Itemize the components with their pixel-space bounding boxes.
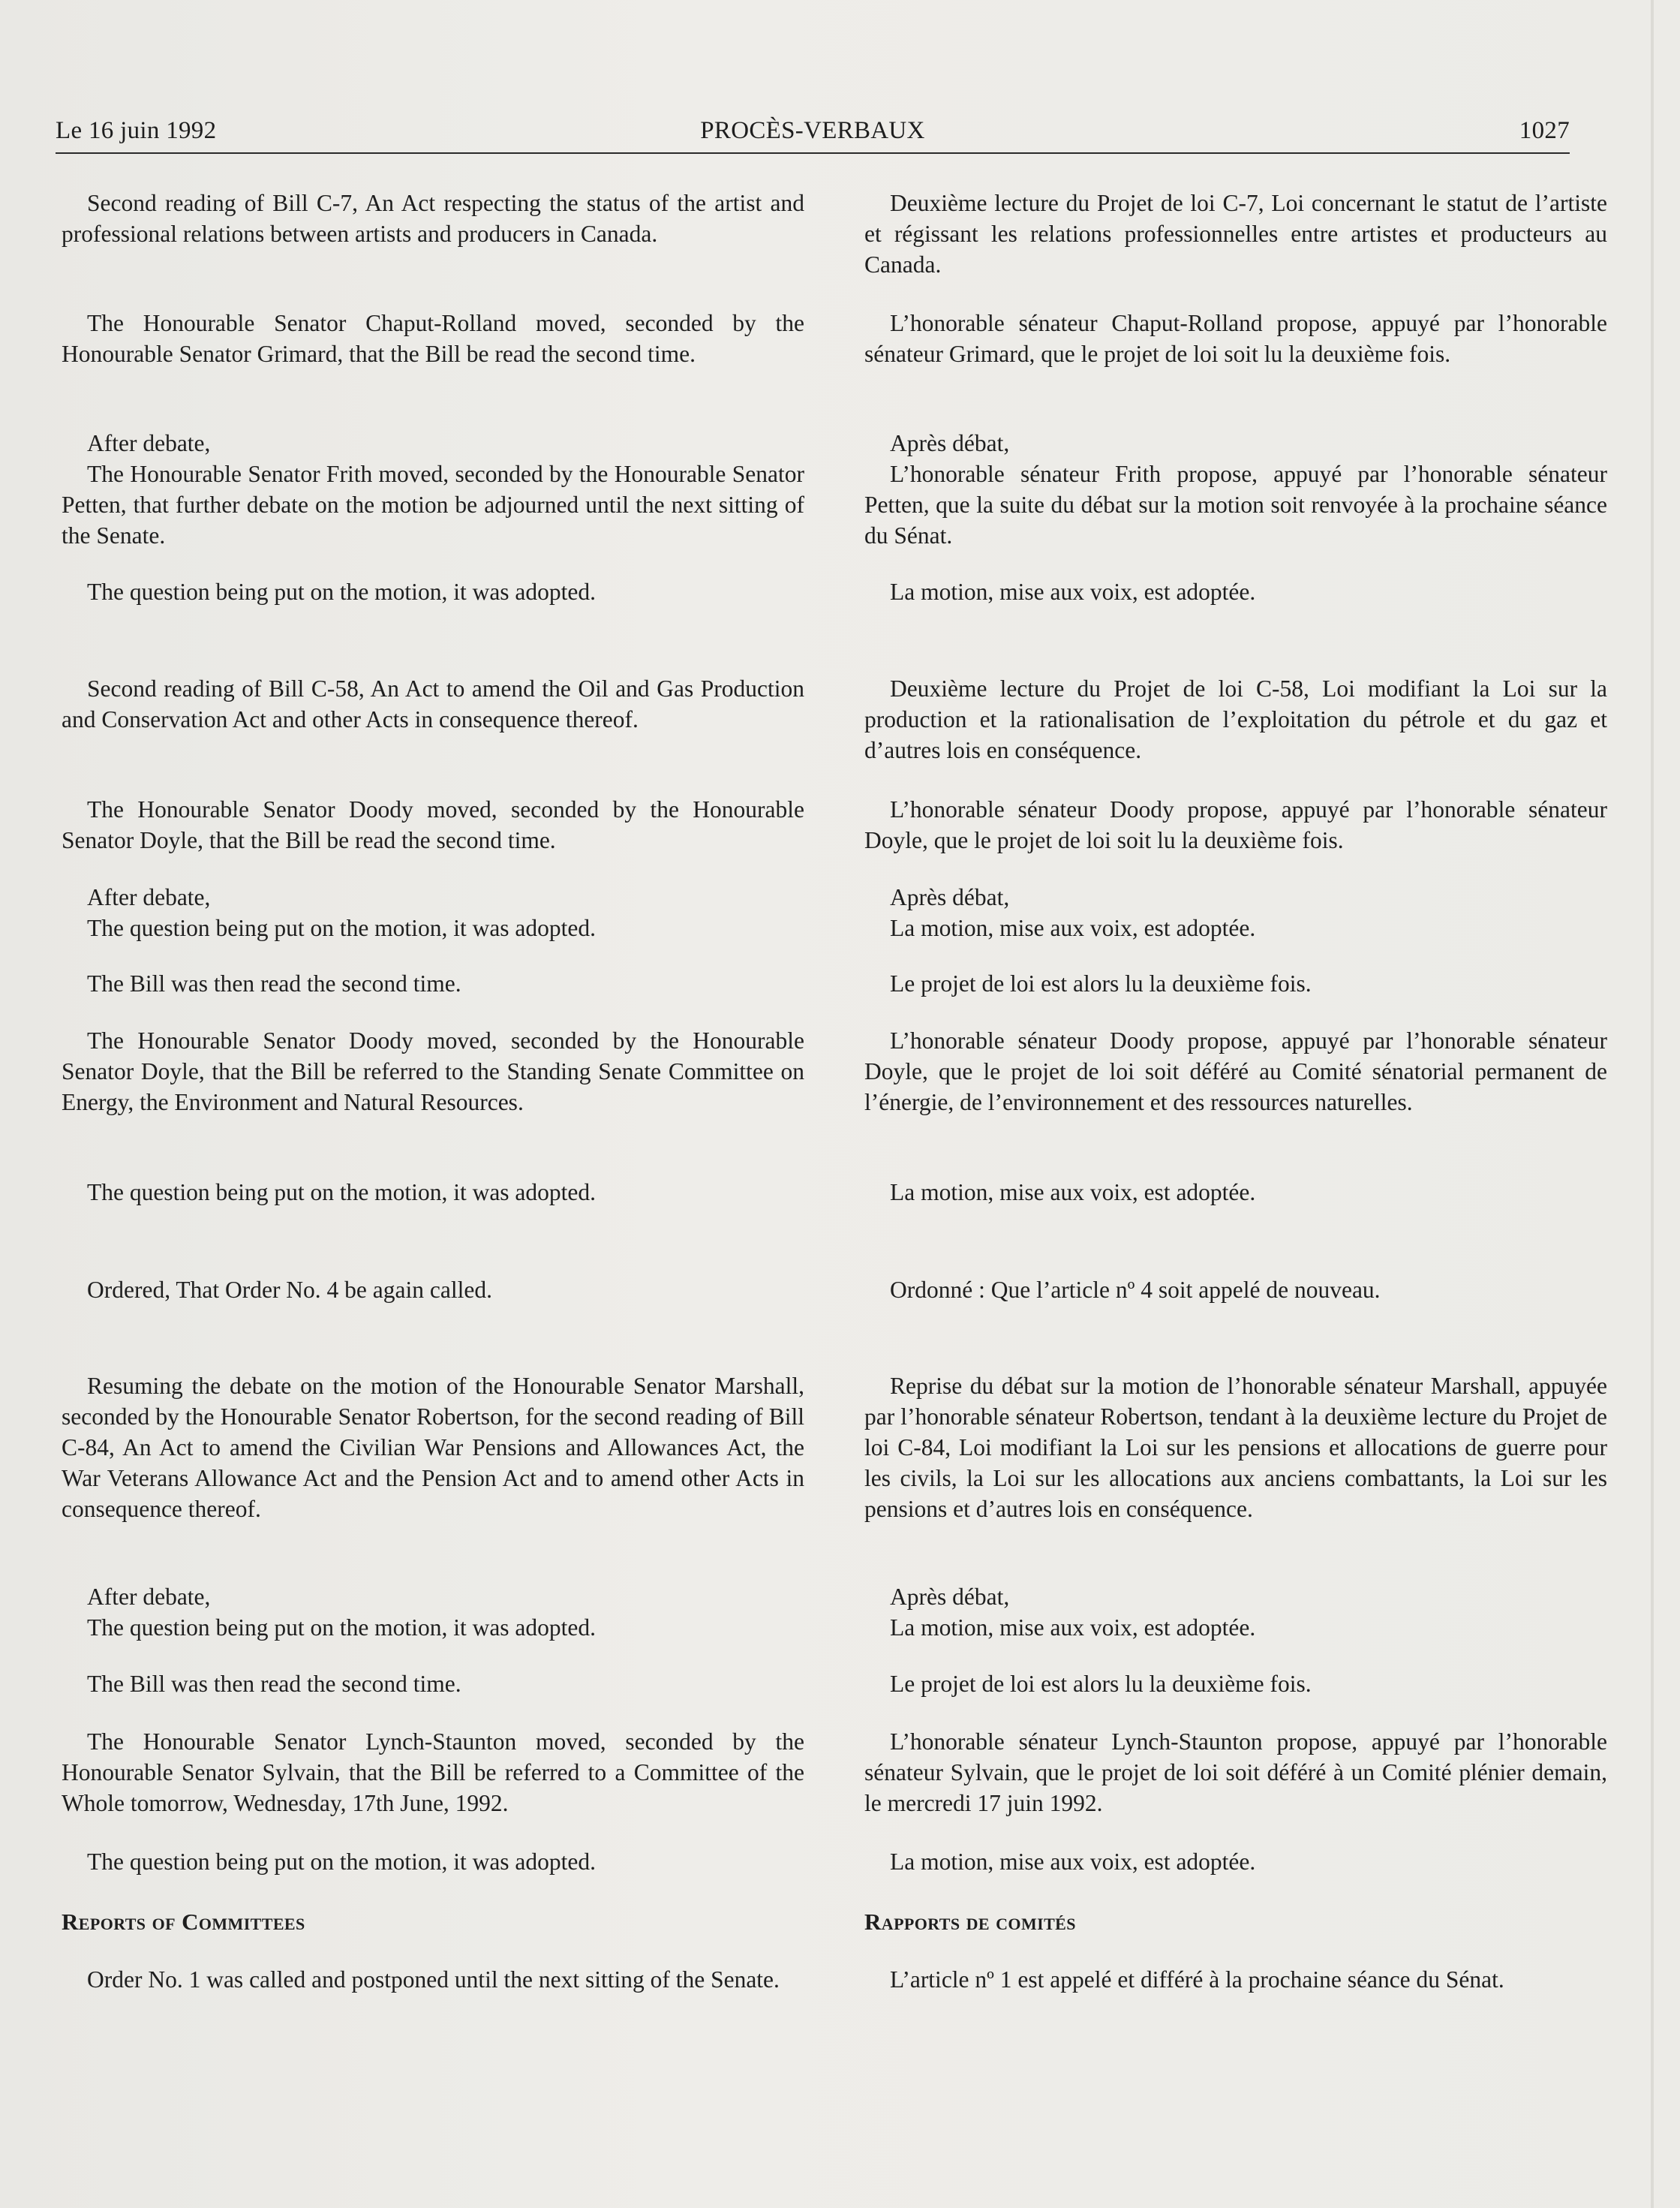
running-header — [56, 111, 1570, 153]
paragraph — [62, 188, 804, 249]
paragraph-text: L’honorable sénateur Lynch-Staunton propose, appuyé par l’honorable sénateur Sylvain, que le projet de loi soit déféré à un Comité plénier demain, le mercredi 17 juin 1992. — [864, 1728, 1607, 1816]
paragraph — [864, 1370, 1607, 1524]
paragraph — [62, 428, 804, 551]
paragraph — [62, 882, 804, 943]
paragraph-text: Après débat, — [890, 430, 1010, 456]
paragraph-text: After debate, — [87, 884, 211, 910]
paragraph-text: The Honourable Senator Doody moved, seconded by the Honourable Senator Doyle, that the Bill be referred to the Standing Senate Committee on Energy, the Environment and Natural Resources. — [62, 1027, 804, 1115]
paragraph — [62, 1726, 804, 1818]
paragraph-text: After debate, — [87, 430, 211, 456]
header-rule — [56, 152, 1570, 154]
paragraph-text: Deuxième lecture du Projet de loi C-7, Loi concernant le statut de l’artiste et régissant les relations professionnelles entre artistes et producteurs au Canada. — [864, 190, 1607, 278]
section-heading: Reports of Committees — [62, 1909, 305, 1935]
paragraph — [864, 1025, 1607, 1118]
paragraph — [864, 882, 1607, 943]
paragraph-text: La motion, mise aux voix, est adoptée. — [890, 579, 1256, 605]
paragraph-text: Reprise du débat sur la motion de l’honorable sénateur Marshall, appuyée par l’honorable sénateur Robertson, tendant à la deuxième lecture du Projet de loi C-84, Loi modifiant la Loi sur les pensions et allocations de guerre pour les civils, la Loi sur les allocations aux anciens combattants, la Loi sur les pensions et d’autres lois en conséquence. — [864, 1373, 1607, 1522]
paragraph-text: La motion, mise aux voix, est adoptée. — [890, 915, 1256, 941]
paragraph-text: The question being put on the motion, it was adopted. — [87, 915, 597, 941]
paragraph-text: The question being put on the motion, it was adopted. — [87, 579, 597, 605]
section-heading-block — [62, 1906, 804, 1937]
page-edge-shadow — [1651, 0, 1654, 2208]
paragraph — [62, 1581, 804, 1643]
paragraph — [62, 1274, 804, 1305]
paragraph — [864, 1177, 1607, 1208]
paragraph-text: The Bill was then read the second time. — [87, 970, 461, 997]
paragraph-text: The Honourable Senator Chaput-Rolland moved, seconded by the Honourable Senator Grimard, that the Bill be read the second time. — [62, 310, 804, 367]
paragraph — [62, 1177, 804, 1208]
section-heading-block — [864, 1906, 1607, 1937]
paragraph — [62, 576, 804, 607]
header-date: Le 16 juin 1992 — [56, 117, 217, 144]
paragraph — [864, 1964, 1607, 1995]
paragraph-text: Deuxième lecture du Projet de loi C-58, Loi modifiant la Loi sur la production et la rationalisation de l’exploitation du pétrole et du gaz et d’autres lois en conséquence. — [864, 675, 1607, 763]
paragraph-text: Ordered, That Order No. 4 be again called. — [87, 1277, 492, 1303]
paragraph — [864, 308, 1607, 369]
paragraph-text: L’honorable sénateur Doody propose, appuyé par l’honorable sénateur Doyle, que le projet de loi soit lu la deuxième fois. — [864, 796, 1607, 853]
section-heading: Rapports de comités — [864, 1909, 1076, 1935]
paragraph-text: The Honourable Senator Frith moved, seconded by the Honourable Senator Petten, that further debate on the motion be adjourned until the next sitting of the Senate. — [62, 461, 804, 549]
paragraph — [864, 576, 1607, 607]
paragraph-text: The Bill was then read the second time. — [87, 1671, 461, 1697]
paragraph-text: The Honourable Senator Lynch-Staunton moved, seconded by the Honourable Senator Sylvain, that the Bill be referred to a Committee of the Whole tomorrow, Wednesday, 17th June, 1992. — [62, 1728, 804, 1816]
paragraph-text: The question being put on the motion, it was adopted. — [87, 1614, 597, 1641]
paragraph-text: Order No. 1 was called and postponed until the next sitting of the Senate. — [87, 1966, 780, 1993]
paragraph — [62, 1025, 804, 1118]
paragraph-text: Second reading of Bill C-7, An Act respecting the status of the artist and professional relations between artists and producers in Canada. — [62, 190, 804, 247]
paragraph — [62, 1668, 804, 1699]
paragraph — [864, 673, 1607, 766]
paragraph — [864, 1846, 1607, 1877]
paragraph — [864, 1274, 1607, 1305]
paragraph-text: La motion, mise aux voix, est adoptée. — [890, 1849, 1256, 1875]
header-title: PROCÈS-VERBAUX — [700, 117, 925, 144]
paragraph-text: After debate, — [87, 1584, 211, 1610]
paragraph — [864, 1581, 1607, 1643]
paragraph-text: Second reading of Bill C-58, An Act to amend the Oil and Gas Production and Conservation Act and other Acts in consequence thereof. — [62, 675, 804, 732]
paragraph-text: Le projet de loi est alors lu la deuxième fois. — [890, 1671, 1312, 1697]
paragraph-text: The Honourable Senator Doody moved, seconded by the Honourable Senator Doyle, that the Bill be read the second time. — [62, 796, 804, 853]
paragraph — [62, 308, 804, 369]
paragraph — [62, 968, 804, 999]
paragraph — [864, 188, 1607, 280]
paragraph-text: L’honorable sénateur Frith propose, appuyé par l’honorable sénateur Petten, que la suite du débat sur la motion soit renvoyée à la prochaine séance du Sénat. — [864, 461, 1607, 549]
paragraph — [864, 428, 1607, 551]
paragraph-text: Le projet de loi est alors lu la deuxième fois. — [890, 970, 1312, 997]
paragraph-text: Ordonné : Que l’article nº 4 soit appelé de nouveau. — [890, 1277, 1381, 1303]
paragraph — [864, 1668, 1607, 1699]
paragraph — [864, 968, 1607, 999]
page-number: 1027 — [1519, 117, 1570, 144]
paragraph-text: L’article nº 1 est appelé et différé à la prochaine séance du Sénat. — [890, 1966, 1504, 1993]
paragraph — [62, 794, 804, 856]
paragraph — [62, 1846, 804, 1877]
paragraph — [62, 1964, 804, 1995]
paragraph — [864, 794, 1607, 856]
paragraph-text: Après débat, — [890, 884, 1010, 910]
paragraph-text: The question being put on the motion, it was adopted. — [87, 1849, 597, 1875]
paragraph-text: Après débat, — [890, 1584, 1010, 1610]
paragraph-text: La motion, mise aux voix, est adoptée. — [890, 1614, 1256, 1641]
paragraph — [864, 1726, 1607, 1818]
paragraph — [62, 673, 804, 735]
paragraph-text: The question being put on the motion, it was adopted. — [87, 1179, 597, 1205]
paragraph — [62, 1370, 804, 1524]
paragraph-text: L’honorable sénateur Chaput-Rolland propose, appuyé par l’honorable sénateur Grimard, que le projet de loi soit lu la deuxième fois. — [864, 310, 1607, 367]
paragraph-text: L’honorable sénateur Doody propose, appuyé par l’honorable sénateur Doyle, que le projet de loi soit déféré au Comité sénatorial permanent de l’énergie, de l’environnement et des ressources naturelles. — [864, 1027, 1607, 1115]
paragraph-text: La motion, mise aux voix, est adoptée. — [890, 1179, 1256, 1205]
paragraph-text: Resuming the debate on the motion of the Honourable Senator Marshall, seconded by the Honourable Senator Robertson, for the second reading of Bill C-84, An Act to amend the Civilian War Pensions and Allowances Act, the War Veterans Allowance Act and the Pension Act and to amend other Acts in consequence thereof. — [62, 1373, 804, 1522]
